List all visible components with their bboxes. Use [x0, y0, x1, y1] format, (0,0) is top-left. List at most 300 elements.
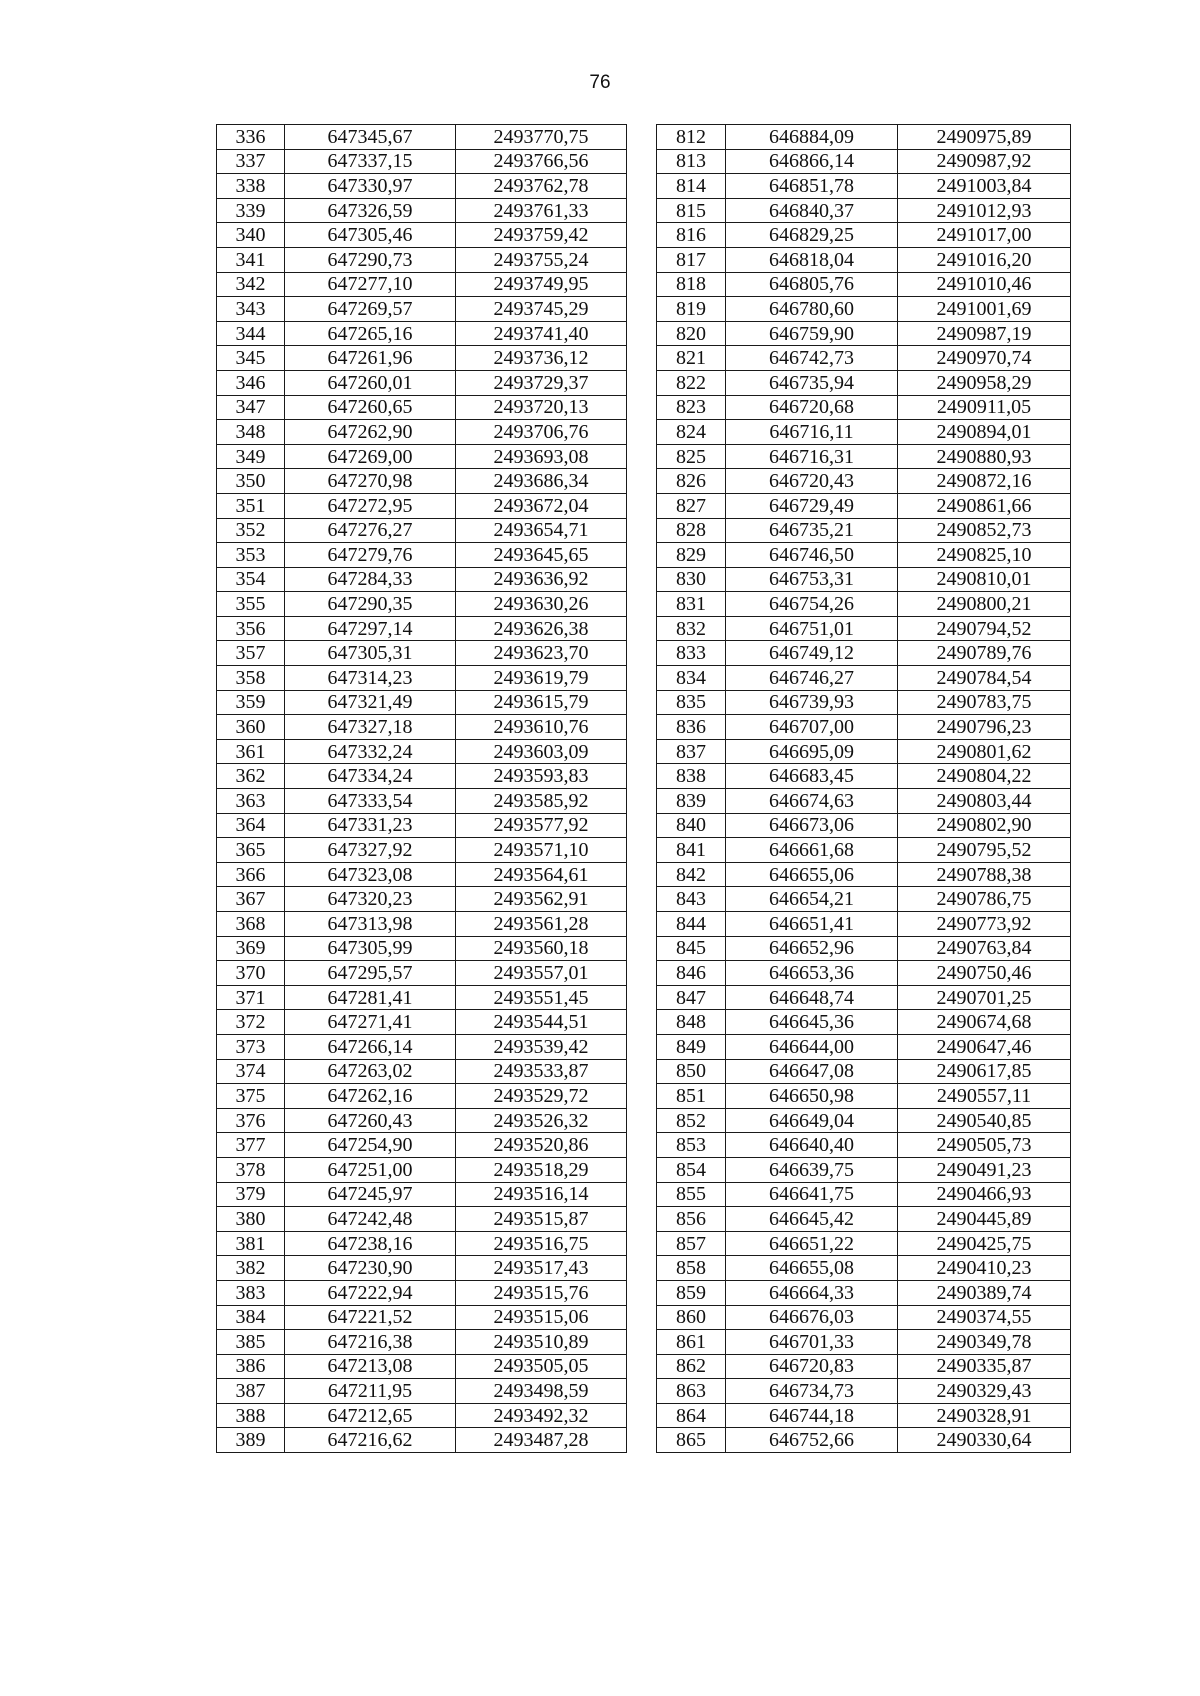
- table-row: [217, 1403, 1071, 1428]
- left-point-number-cell: 387: [217, 1379, 285, 1404]
- left-y-coordinate-cell: 2493672,04: [456, 493, 627, 518]
- table-row: [217, 469, 1071, 494]
- right-y-coordinate-cell: 2490701,25: [898, 985, 1071, 1010]
- column-gap: [627, 739, 657, 764]
- left-y-coordinate-cell: 2493526,32: [456, 1108, 627, 1133]
- right-y-coordinate-cell: 2491017,00: [898, 223, 1071, 248]
- column-gap: [627, 961, 657, 986]
- table-row: [217, 592, 1071, 617]
- right-x-coordinate-cell: 646683,45: [726, 764, 898, 789]
- left-y-coordinate-cell: 2493619,79: [456, 666, 627, 691]
- right-point-number-cell: 823: [657, 395, 726, 420]
- left-x-coordinate-cell: 647321,49: [285, 690, 456, 715]
- column-gap: [627, 493, 657, 518]
- right-point-number-cell: 864: [657, 1403, 726, 1428]
- left-y-coordinate-cell: 2493706,76: [456, 420, 627, 445]
- column-gap: [627, 764, 657, 789]
- left-point-number-cell: 373: [217, 1034, 285, 1059]
- left-y-coordinate-cell: 2493571,10: [456, 838, 627, 863]
- column-gap: [627, 789, 657, 814]
- right-y-coordinate-cell: 2490674,68: [898, 1010, 1071, 1035]
- right-x-coordinate-cell: 646759,90: [726, 321, 898, 346]
- table-row: [217, 1182, 1071, 1207]
- column-gap: [627, 616, 657, 641]
- right-x-coordinate-cell: 646840,37: [726, 198, 898, 223]
- left-point-number-cell: 365: [217, 838, 285, 863]
- right-y-coordinate-cell: 2490617,85: [898, 1059, 1071, 1084]
- left-point-number-cell: 382: [217, 1256, 285, 1281]
- table-row: [217, 272, 1071, 297]
- right-x-coordinate-cell: 646884,09: [726, 125, 898, 150]
- column-gap: [627, 1207, 657, 1232]
- right-point-number-cell: 865: [657, 1428, 726, 1453]
- right-point-number-cell: 837: [657, 739, 726, 764]
- left-y-coordinate-cell: 2493557,01: [456, 961, 627, 986]
- left-y-coordinate-cell: 2493630,26: [456, 592, 627, 617]
- column-gap: [627, 666, 657, 691]
- right-y-coordinate-cell: 2490389,74: [898, 1280, 1071, 1305]
- column-gap: [627, 321, 657, 346]
- left-x-coordinate-cell: 647213,08: [285, 1354, 456, 1379]
- column-gap: [627, 272, 657, 297]
- right-x-coordinate-cell: 646651,22: [726, 1231, 898, 1256]
- left-y-coordinate-cell: 2493577,92: [456, 813, 627, 838]
- right-y-coordinate-cell: 2490958,29: [898, 370, 1071, 395]
- left-x-coordinate-cell: 647269,00: [285, 444, 456, 469]
- right-y-coordinate-cell: 2490445,89: [898, 1207, 1071, 1232]
- right-point-number-cell: 826: [657, 469, 726, 494]
- left-point-number-cell: 375: [217, 1084, 285, 1109]
- table-row: [217, 764, 1071, 789]
- column-gap: [627, 1379, 657, 1404]
- right-x-coordinate-cell: 646661,68: [726, 838, 898, 863]
- right-point-number-cell: 846: [657, 961, 726, 986]
- left-y-coordinate-cell: 2493561,28: [456, 912, 627, 937]
- right-y-coordinate-cell: 2490794,52: [898, 616, 1071, 641]
- left-x-coordinate-cell: 647277,10: [285, 272, 456, 297]
- right-point-number-cell: 818: [657, 272, 726, 297]
- left-x-coordinate-cell: 647212,65: [285, 1403, 456, 1428]
- left-point-number-cell: 341: [217, 247, 285, 272]
- right-x-coordinate-cell: 646645,36: [726, 1010, 898, 1035]
- right-x-coordinate-cell: 646780,60: [726, 297, 898, 322]
- left-y-coordinate-cell: 2493645,65: [456, 543, 627, 568]
- right-point-number-cell: 840: [657, 813, 726, 838]
- right-x-coordinate-cell: 646707,00: [726, 715, 898, 740]
- left-x-coordinate-cell: 647221,52: [285, 1305, 456, 1330]
- left-x-coordinate-cell: 647330,97: [285, 174, 456, 199]
- right-x-coordinate-cell: 646716,11: [726, 420, 898, 445]
- right-y-coordinate-cell: 2490466,93: [898, 1182, 1071, 1207]
- right-x-coordinate-cell: 646651,41: [726, 912, 898, 937]
- table-row: [217, 543, 1071, 568]
- left-x-coordinate-cell: 647251,00: [285, 1157, 456, 1182]
- column-gap: [627, 174, 657, 199]
- column-gap: [627, 1256, 657, 1281]
- table-row: [217, 715, 1071, 740]
- left-y-coordinate-cell: 2493515,76: [456, 1280, 627, 1305]
- left-x-coordinate-cell: 647281,41: [285, 985, 456, 1010]
- right-y-coordinate-cell: 2490800,21: [898, 592, 1071, 617]
- left-y-coordinate-cell: 2493636,92: [456, 567, 627, 592]
- left-y-coordinate-cell: 2493603,09: [456, 739, 627, 764]
- left-point-number-cell: 347: [217, 395, 285, 420]
- left-point-number-cell: 369: [217, 936, 285, 961]
- left-point-number-cell: 340: [217, 223, 285, 248]
- left-point-number-cell: 386: [217, 1354, 285, 1379]
- column-gap: [627, 1157, 657, 1182]
- table-row: [217, 1059, 1071, 1084]
- left-x-coordinate-cell: 647305,99: [285, 936, 456, 961]
- right-y-coordinate-cell: 2490970,74: [898, 346, 1071, 371]
- right-x-coordinate-cell: 646655,06: [726, 862, 898, 887]
- left-x-coordinate-cell: 647230,90: [285, 1256, 456, 1281]
- left-x-coordinate-cell: 647238,16: [285, 1231, 456, 1256]
- right-point-number-cell: 832: [657, 616, 726, 641]
- table-row: [217, 862, 1071, 887]
- right-y-coordinate-cell: 2490425,75: [898, 1231, 1071, 1256]
- left-y-coordinate-cell: 2493518,29: [456, 1157, 627, 1182]
- right-point-number-cell: 863: [657, 1379, 726, 1404]
- right-point-number-cell: 815: [657, 198, 726, 223]
- table-row: [217, 912, 1071, 937]
- left-x-coordinate-cell: 647320,23: [285, 887, 456, 912]
- table-row: [217, 887, 1071, 912]
- right-y-coordinate-cell: 2490880,93: [898, 444, 1071, 469]
- left-x-coordinate-cell: 647242,48: [285, 1207, 456, 1232]
- column-gap: [627, 346, 657, 371]
- column-gap: [627, 223, 657, 248]
- coordinates-table: [216, 124, 1071, 1453]
- right-y-coordinate-cell: 2490330,64: [898, 1428, 1071, 1453]
- table-row: [217, 125, 1071, 150]
- table-row: [217, 1280, 1071, 1305]
- left-point-number-cell: 337: [217, 149, 285, 174]
- table-row: [217, 149, 1071, 174]
- left-point-number-cell: 379: [217, 1182, 285, 1207]
- right-point-number-cell: 851: [657, 1084, 726, 1109]
- right-x-coordinate-cell: 646720,83: [726, 1354, 898, 1379]
- left-point-number-cell: 360: [217, 715, 285, 740]
- column-gap: [627, 813, 657, 838]
- left-x-coordinate-cell: 647327,92: [285, 838, 456, 863]
- table-row: [217, 370, 1071, 395]
- left-point-number-cell: 359: [217, 690, 285, 715]
- right-x-coordinate-cell: 646676,03: [726, 1305, 898, 1330]
- left-y-coordinate-cell: 2493492,32: [456, 1403, 627, 1428]
- left-x-coordinate-cell: 647271,41: [285, 1010, 456, 1035]
- right-point-number-cell: 858: [657, 1256, 726, 1281]
- left-x-coordinate-cell: 647260,01: [285, 370, 456, 395]
- column-gap: [627, 567, 657, 592]
- left-point-number-cell: 385: [217, 1330, 285, 1355]
- column-gap: [627, 198, 657, 223]
- left-y-coordinate-cell: 2493517,43: [456, 1256, 627, 1281]
- table-row: [217, 690, 1071, 715]
- right-point-number-cell: 862: [657, 1354, 726, 1379]
- column-gap: [627, 1059, 657, 1084]
- right-y-coordinate-cell: 2490491,23: [898, 1157, 1071, 1182]
- left-y-coordinate-cell: 2493720,13: [456, 395, 627, 420]
- column-gap: [627, 936, 657, 961]
- column-gap: [627, 125, 657, 150]
- right-y-coordinate-cell: 2490911,05: [898, 395, 1071, 420]
- right-point-number-cell: 834: [657, 666, 726, 691]
- left-x-coordinate-cell: 647260,43: [285, 1108, 456, 1133]
- left-x-coordinate-cell: 647262,90: [285, 420, 456, 445]
- left-y-coordinate-cell: 2493516,14: [456, 1182, 627, 1207]
- left-y-coordinate-cell: 2493533,87: [456, 1059, 627, 1084]
- right-point-number-cell: 843: [657, 887, 726, 912]
- coordinates-table-body: [217, 125, 1071, 1453]
- table-row: [217, 518, 1071, 543]
- right-x-coordinate-cell: 646735,94: [726, 370, 898, 395]
- table-row: [217, 1231, 1071, 1256]
- right-x-coordinate-cell: 646751,01: [726, 616, 898, 641]
- left-y-coordinate-cell: 2493529,72: [456, 1084, 627, 1109]
- right-y-coordinate-cell: 2491003,84: [898, 174, 1071, 199]
- left-point-number-cell: 366: [217, 862, 285, 887]
- table-row: [217, 1034, 1071, 1059]
- left-y-coordinate-cell: 2493686,34: [456, 469, 627, 494]
- right-x-coordinate-cell: 646746,27: [726, 666, 898, 691]
- right-y-coordinate-cell: 2490861,66: [898, 493, 1071, 518]
- column-gap: [627, 838, 657, 863]
- right-y-coordinate-cell: 2490784,54: [898, 666, 1071, 691]
- column-gap: [627, 297, 657, 322]
- left-point-number-cell: 367: [217, 887, 285, 912]
- left-y-coordinate-cell: 2493520,86: [456, 1133, 627, 1158]
- right-y-coordinate-cell: 2490825,10: [898, 543, 1071, 568]
- right-x-coordinate-cell: 646655,08: [726, 1256, 898, 1281]
- left-y-coordinate-cell: 2493741,40: [456, 321, 627, 346]
- right-y-coordinate-cell: 2491016,20: [898, 247, 1071, 272]
- table-row: [217, 838, 1071, 863]
- right-point-number-cell: 839: [657, 789, 726, 814]
- right-x-coordinate-cell: 646716,31: [726, 444, 898, 469]
- table-row: [217, 1133, 1071, 1158]
- left-x-coordinate-cell: 647323,08: [285, 862, 456, 887]
- left-point-number-cell: 361: [217, 739, 285, 764]
- table-row: [217, 961, 1071, 986]
- left-x-coordinate-cell: 647284,33: [285, 567, 456, 592]
- left-point-number-cell: 381: [217, 1231, 285, 1256]
- left-y-coordinate-cell: 2493654,71: [456, 518, 627, 543]
- table-row: [217, 395, 1071, 420]
- right-y-coordinate-cell: 2490975,89: [898, 125, 1071, 150]
- left-y-coordinate-cell: 2493759,42: [456, 223, 627, 248]
- table-row: [217, 1207, 1071, 1232]
- column-gap: [627, 912, 657, 937]
- right-x-coordinate-cell: 646720,43: [726, 469, 898, 494]
- left-point-number-cell: 376: [217, 1108, 285, 1133]
- right-y-coordinate-cell: 2491001,69: [898, 297, 1071, 322]
- right-y-coordinate-cell: 2490557,11: [898, 1084, 1071, 1109]
- left-point-number-cell: 346: [217, 370, 285, 395]
- right-point-number-cell: 828: [657, 518, 726, 543]
- left-x-coordinate-cell: 647263,02: [285, 1059, 456, 1084]
- right-y-coordinate-cell: 2490773,92: [898, 912, 1071, 937]
- column-gap: [627, 1034, 657, 1059]
- right-y-coordinate-cell: 2490647,46: [898, 1034, 1071, 1059]
- left-y-coordinate-cell: 2493564,61: [456, 862, 627, 887]
- left-x-coordinate-cell: 647272,95: [285, 493, 456, 518]
- left-x-coordinate-cell: 647254,90: [285, 1133, 456, 1158]
- column-gap: [627, 370, 657, 395]
- left-x-coordinate-cell: 647331,23: [285, 813, 456, 838]
- left-y-coordinate-cell: 2493749,95: [456, 272, 627, 297]
- left-y-coordinate-cell: 2493626,38: [456, 616, 627, 641]
- right-point-number-cell: 845: [657, 936, 726, 961]
- column-gap: [627, 641, 657, 666]
- left-y-coordinate-cell: 2493498,59: [456, 1379, 627, 1404]
- right-x-coordinate-cell: 646742,73: [726, 346, 898, 371]
- right-x-coordinate-cell: 646648,74: [726, 985, 898, 1010]
- right-point-number-cell: 831: [657, 592, 726, 617]
- right-x-coordinate-cell: 646654,21: [726, 887, 898, 912]
- right-point-number-cell: 859: [657, 1280, 726, 1305]
- left-x-coordinate-cell: 647314,23: [285, 666, 456, 691]
- right-x-coordinate-cell: 646664,33: [726, 1280, 898, 1305]
- right-point-number-cell: 847: [657, 985, 726, 1010]
- left-x-coordinate-cell: 647290,73: [285, 247, 456, 272]
- left-y-coordinate-cell: 2493623,70: [456, 641, 627, 666]
- right-point-number-cell: 817: [657, 247, 726, 272]
- table-row: [217, 1428, 1071, 1453]
- right-point-number-cell: 850: [657, 1059, 726, 1084]
- left-x-coordinate-cell: 647261,96: [285, 346, 456, 371]
- right-y-coordinate-cell: 2490852,73: [898, 518, 1071, 543]
- right-x-coordinate-cell: 646866,14: [726, 149, 898, 174]
- right-y-coordinate-cell: 2491012,93: [898, 198, 1071, 223]
- left-x-coordinate-cell: 647313,98: [285, 912, 456, 937]
- right-y-coordinate-cell: 2490802,90: [898, 813, 1071, 838]
- right-y-coordinate-cell: 2490335,87: [898, 1354, 1071, 1379]
- table-row: [217, 1256, 1071, 1281]
- right-y-coordinate-cell: 2490750,46: [898, 961, 1071, 986]
- left-x-coordinate-cell: 647305,31: [285, 641, 456, 666]
- right-x-coordinate-cell: 646744,18: [726, 1403, 898, 1428]
- right-x-coordinate-cell: 646641,75: [726, 1182, 898, 1207]
- right-y-coordinate-cell: 2490987,92: [898, 149, 1071, 174]
- table-row: [217, 198, 1071, 223]
- table-row: [217, 789, 1071, 814]
- table-row: [217, 1305, 1071, 1330]
- column-gap: [627, 1330, 657, 1355]
- right-y-coordinate-cell: 2490801,62: [898, 739, 1071, 764]
- right-point-number-cell: 836: [657, 715, 726, 740]
- left-y-coordinate-cell: 2493755,24: [456, 247, 627, 272]
- left-x-coordinate-cell: 647270,98: [285, 469, 456, 494]
- left-point-number-cell: 374: [217, 1059, 285, 1084]
- left-x-coordinate-cell: 647326,59: [285, 198, 456, 223]
- right-point-number-cell: 829: [657, 543, 726, 568]
- column-gap: [627, 887, 657, 912]
- left-x-coordinate-cell: 647290,35: [285, 592, 456, 617]
- right-point-number-cell: 855: [657, 1182, 726, 1207]
- right-y-coordinate-cell: 2490786,75: [898, 887, 1071, 912]
- right-y-coordinate-cell: 2491010,46: [898, 272, 1071, 297]
- right-x-coordinate-cell: 646674,63: [726, 789, 898, 814]
- right-y-coordinate-cell: 2490505,73: [898, 1133, 1071, 1158]
- table-row: [217, 1379, 1071, 1404]
- left-point-number-cell: 352: [217, 518, 285, 543]
- left-point-number-cell: 349: [217, 444, 285, 469]
- right-y-coordinate-cell: 2490349,78: [898, 1330, 1071, 1355]
- right-y-coordinate-cell: 2490788,38: [898, 862, 1071, 887]
- right-point-number-cell: 824: [657, 420, 726, 445]
- right-point-number-cell: 853: [657, 1133, 726, 1158]
- left-x-coordinate-cell: 647345,67: [285, 125, 456, 150]
- left-y-coordinate-cell: 2493593,83: [456, 764, 627, 789]
- left-y-coordinate-cell: 2493560,18: [456, 936, 627, 961]
- left-x-coordinate-cell: 647276,27: [285, 518, 456, 543]
- column-gap: [627, 1305, 657, 1330]
- right-x-coordinate-cell: 646653,36: [726, 961, 898, 986]
- page-number: 76: [589, 72, 611, 93]
- right-point-number-cell: 856: [657, 1207, 726, 1232]
- table-row: [217, 813, 1071, 838]
- left-point-number-cell: 370: [217, 961, 285, 986]
- left-x-coordinate-cell: 647211,95: [285, 1379, 456, 1404]
- left-y-coordinate-cell: 2493562,91: [456, 887, 627, 912]
- left-point-number-cell: 368: [217, 912, 285, 937]
- left-point-number-cell: 364: [217, 813, 285, 838]
- left-point-number-cell: 342: [217, 272, 285, 297]
- left-point-number-cell: 338: [217, 174, 285, 199]
- left-y-coordinate-cell: 2493736,12: [456, 346, 627, 371]
- right-point-number-cell: 820: [657, 321, 726, 346]
- right-x-coordinate-cell: 646644,00: [726, 1034, 898, 1059]
- right-x-coordinate-cell: 646851,78: [726, 174, 898, 199]
- left-y-coordinate-cell: 2493487,28: [456, 1428, 627, 1453]
- right-x-coordinate-cell: 646647,08: [726, 1059, 898, 1084]
- right-x-coordinate-cell: 646720,68: [726, 395, 898, 420]
- right-y-coordinate-cell: 2490410,23: [898, 1256, 1071, 1281]
- left-point-number-cell: 339: [217, 198, 285, 223]
- right-x-coordinate-cell: 646754,26: [726, 592, 898, 617]
- column-gap: [627, 149, 657, 174]
- left-y-coordinate-cell: 2493615,79: [456, 690, 627, 715]
- right-x-coordinate-cell: 646749,12: [726, 641, 898, 666]
- right-point-number-cell: 825: [657, 444, 726, 469]
- left-x-coordinate-cell: 647245,97: [285, 1182, 456, 1207]
- right-x-coordinate-cell: 646752,66: [726, 1428, 898, 1453]
- right-point-number-cell: 857: [657, 1231, 726, 1256]
- table-row: [217, 321, 1071, 346]
- left-y-coordinate-cell: 2493585,92: [456, 789, 627, 814]
- right-point-number-cell: 812: [657, 125, 726, 150]
- column-gap: [627, 444, 657, 469]
- left-point-number-cell: 344: [217, 321, 285, 346]
- right-x-coordinate-cell: 646753,31: [726, 567, 898, 592]
- left-x-coordinate-cell: 647216,38: [285, 1330, 456, 1355]
- column-gap: [627, 1280, 657, 1305]
- left-point-number-cell: 355: [217, 592, 285, 617]
- right-y-coordinate-cell: 2490987,19: [898, 321, 1071, 346]
- left-point-number-cell: 383: [217, 1280, 285, 1305]
- left-x-coordinate-cell: 647265,16: [285, 321, 456, 346]
- right-x-coordinate-cell: 646640,40: [726, 1133, 898, 1158]
- table-row: [217, 247, 1071, 272]
- left-point-number-cell: 389: [217, 1428, 285, 1453]
- left-point-number-cell: 348: [217, 420, 285, 445]
- right-point-number-cell: 848: [657, 1010, 726, 1035]
- right-y-coordinate-cell: 2490329,43: [898, 1379, 1071, 1404]
- column-gap: [627, 1182, 657, 1207]
- right-point-number-cell: 813: [657, 149, 726, 174]
- right-x-coordinate-cell: 646652,96: [726, 936, 898, 961]
